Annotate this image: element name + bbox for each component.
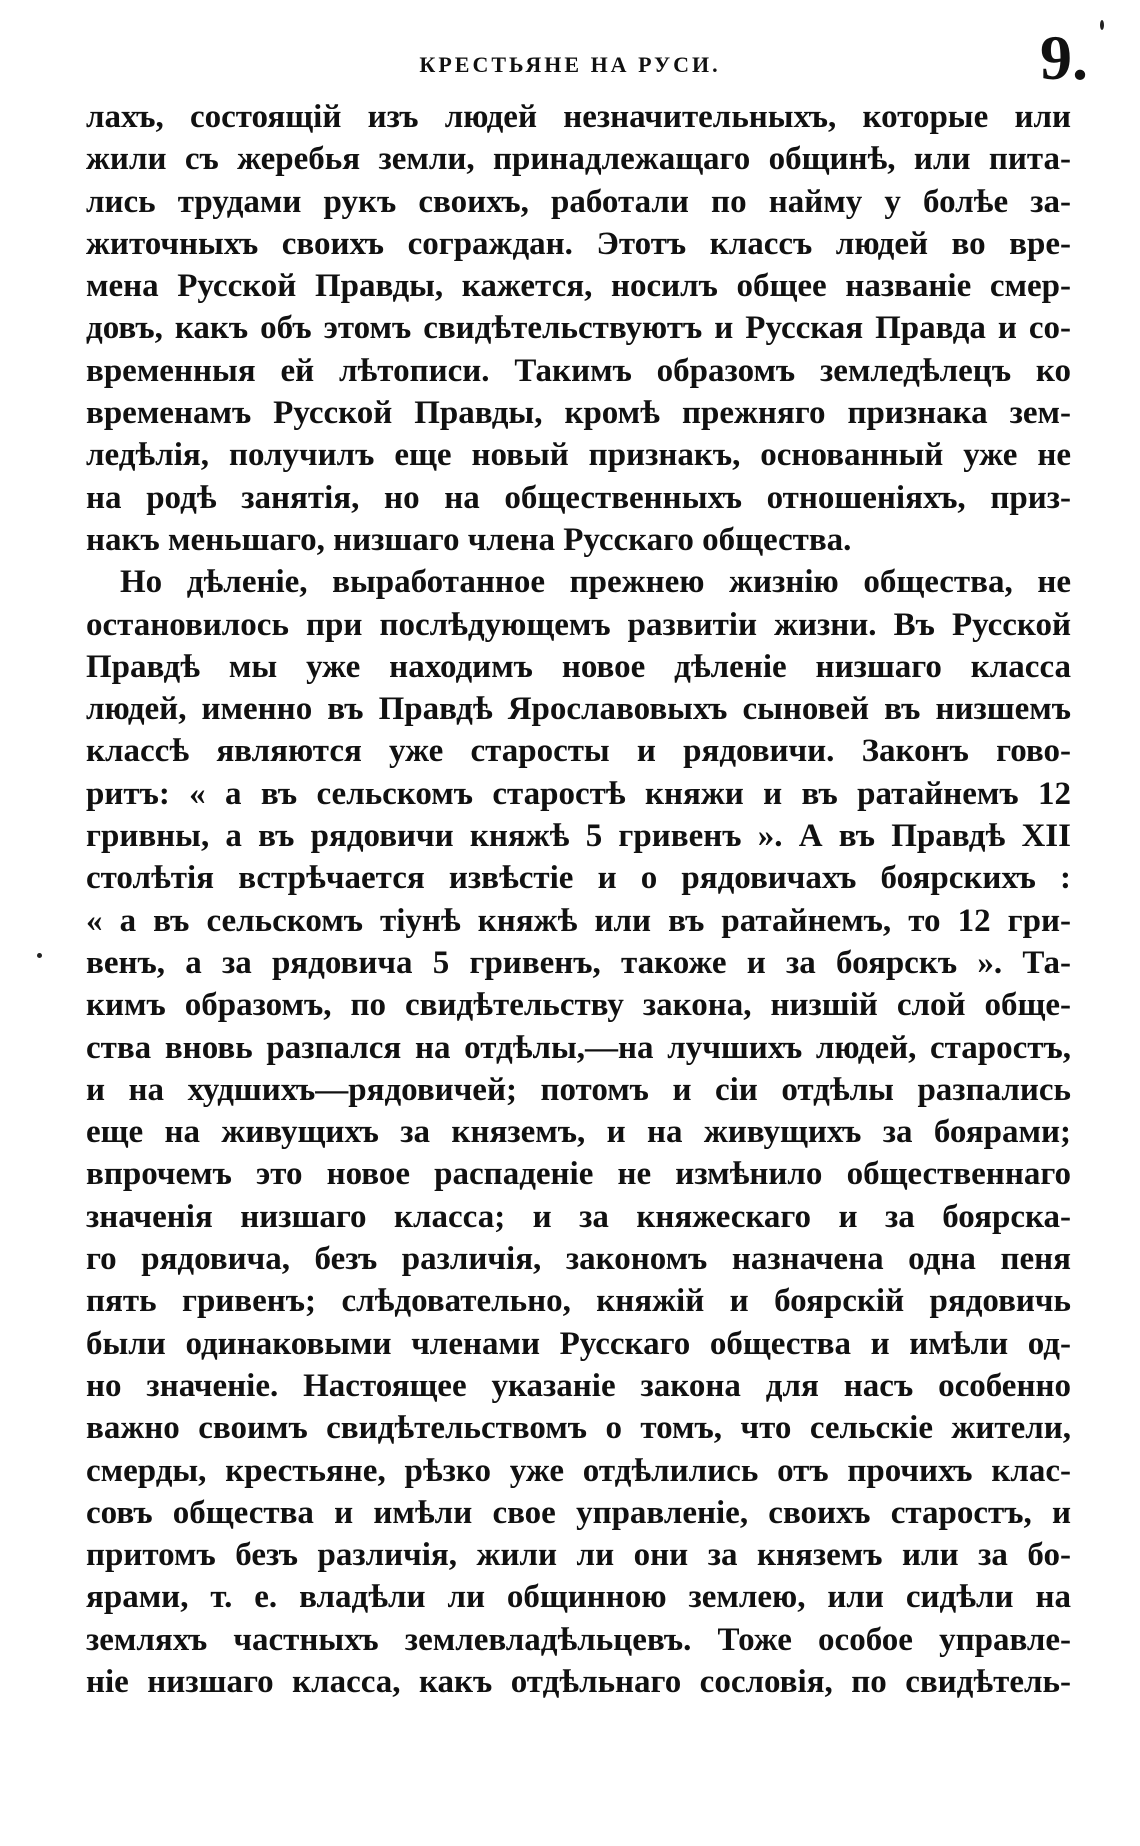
text-line: пять гривенъ; слѣдовательно, княжій и боярскій рядовичь [86,1283,1071,1320]
text-line: остановилось при послѣдующемъ развитіи жизни. Въ Русской [86,606,1071,643]
running-title: КРЕСТЬЯНЕ НА РУСИ. [419,52,721,77]
text-line: довъ, какъ объ этомъ свидѣтельствуютъ и Русская Правда и со- [86,310,1071,347]
text-line: ніе низшаго класса, какъ отдѣльнаго сословія, по свидѣтель- [86,1663,1071,1700]
text-line: лись трудами рукъ своихъ, работали по найму у болѣе за- [86,183,1071,220]
text-line: ярами, т. е. владѣли ли общинною землею, или сидѣли на [86,1579,1071,1616]
text-line: людей, именно въ Правдѣ Ярославовыхъ сыновей въ низшемъ [86,691,1071,728]
text-line: но значеніе. Настоящее указаніе закона для насъ особенно [86,1367,1071,1404]
text-line: ритъ: « а въ сельскомъ старостѣ княжи и въ ратайнемъ 12 [86,775,1071,812]
text-line: лахъ, состоящій изъ людей незначительныхъ, которые или [86,99,1071,135]
text-line: венъ, а за рядовича 5 гривенъ, такоже и за боярскъ ». Та- [86,944,1071,981]
text-line: значенія низшаго класса; и за княжескаго и за боярска- [86,1198,1071,1235]
text-line: и на худшихъ—рядовичей; потомъ и сіи отдѣлы разпались [86,1071,1071,1108]
text-line: временныя ей лѣтописи. Такимъ образомъ земледѣлецъ ко [86,352,1071,389]
text-line: на родѣ занятія, но на общественныхъ отношеніяхъ, приз- [86,479,1071,516]
text-line: были одинаковыми членами Русскаго общества и имѣли од- [86,1325,1071,1362]
text-line: важно своимъ свидѣтельствомъ о томъ, что сельскіе жители, [86,1410,1071,1447]
paragraph-1 [86,96,1071,561]
paragraph-2 [86,561,1071,1703]
text-line: накъ меньшаго, низшаго члена Русскаго общества. [86,521,852,558]
text-line: притомъ безъ различія, жили ли они за княземъ или за бо- [86,1537,1071,1574]
text-line: жили съ жеребья земли, принадлежащаго общинѣ, или пита- [86,141,1071,178]
text-line: смерды, крестьяне, рѣзко уже отдѣлились отъ прочихъ клас- [86,1452,1071,1489]
text-line: совъ общества и имѣли свое управленіе, своихъ старостъ, и [86,1494,1071,1531]
text-line: Но дѣленіе, выработанное прежнею жизнію общества, не [120,564,1071,601]
text-line: Правдѣ мы уже находимъ новое дѣленіе низшаго класса [86,648,1071,685]
text-line: классѣ являются уже старосты и рядовичи. Законъ гово- [86,733,1071,770]
text-line: мена Русской Правды, кажется, носилъ общее названіе смер- [86,268,1071,305]
text-line: кимъ образомъ, по свидѣтельству закона, низшій слой обще- [86,987,1071,1024]
margin-speck [1100,20,1104,30]
text-line: столѣтія встрѣчается извѣстіе и о рядовичахъ боярскихъ : [86,860,1071,897]
text-line: гривны, а въ рядовичи княжѣ 5 гривенъ ». А въ Правдѣ XII [86,818,1071,855]
text-line: еще на живущихъ за княземъ, и на живущихъ за боярами; [86,1114,1071,1151]
body-text [86,96,1071,1703]
text-line: впрочемъ это новое распаденіе не измѣнило общественнаго [86,1156,1071,1193]
text-line: « а въ сельскомъ тіунѣ княжѣ или въ ратайнемъ, то 12 гри- [86,902,1071,939]
text-line: ледѣлія, получилъ еще новый признакъ, основанный уже не [86,437,1071,474]
text-line: ства вновь разпался на отдѣлы,—на лучшихъ людей, старостъ, [86,1029,1071,1066]
text-line: земляхъ частныхъ землевладѣльцевъ. Тоже особое управле- [86,1621,1071,1658]
page-number: 9. [1040,22,1088,93]
margin-speck [37,953,42,958]
text-line: временамъ Русской Правды, кромѣ прежняго признака зем- [86,395,1071,432]
text-line: житочныхъ своихъ сограждан. Этотъ классъ людей во вре- [86,225,1071,262]
text-line: го рядовича, безъ различія, закономъ назначена одна пеня [86,1241,1071,1278]
